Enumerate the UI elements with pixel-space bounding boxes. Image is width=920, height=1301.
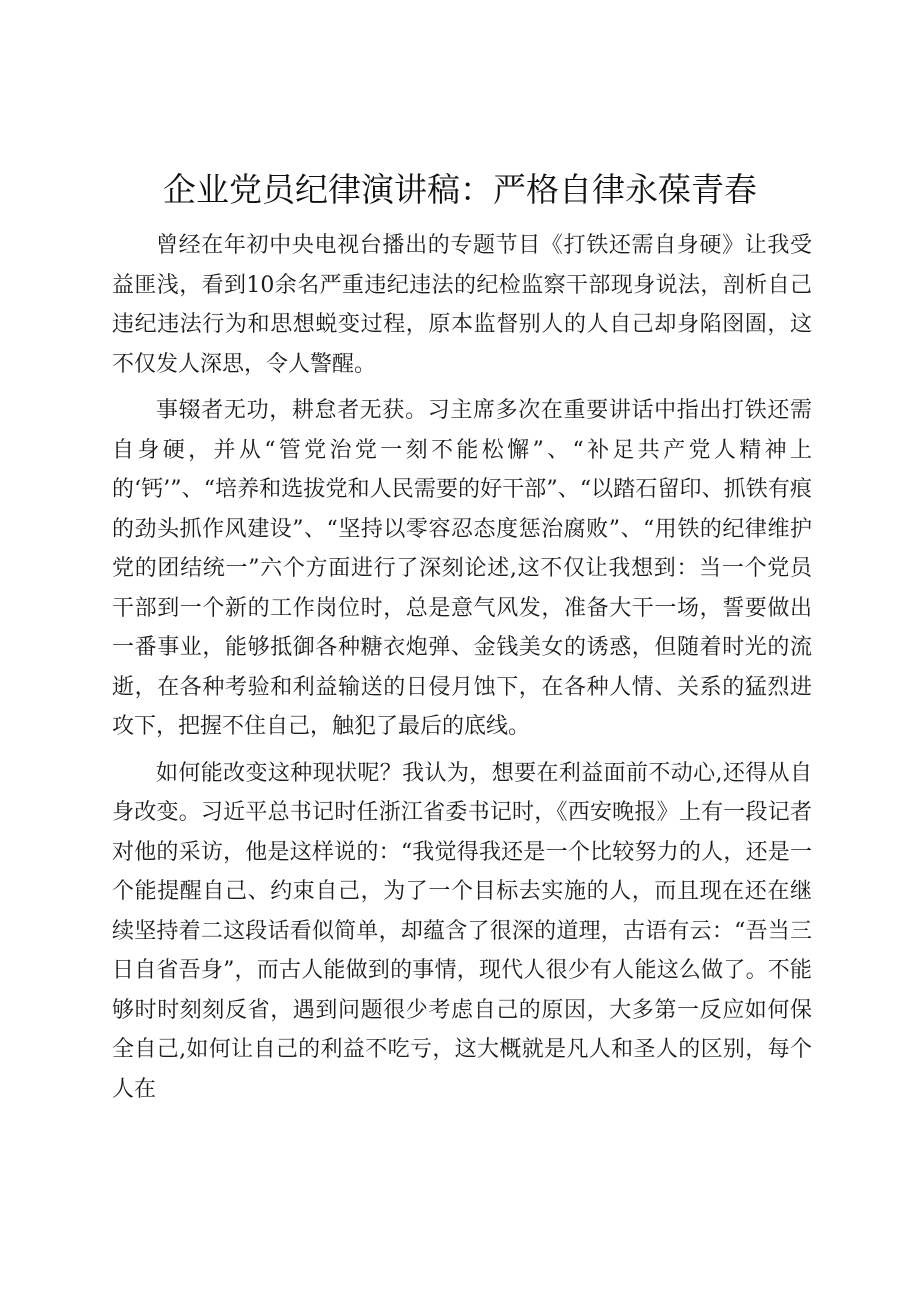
document-title: 企业党员纪律演讲稿：严格自律永葆青春 bbox=[163, 170, 757, 209]
document-body bbox=[112, 226, 812, 1116]
paragraph-1: 曾经在年初中央电视台播出的专题节目《打铁还需自身硬》让我受益匪浅，看到10余名严重违纪违法的纪检监察干部现身说法，剖析自己违纪违法行为和思想蜕变过程，原本监督别人的人自己却身陷囹圄，这不仅发人深思，令人警醒。 bbox=[112, 233, 812, 377]
paragraph-2: 事辍者无功，耕怠者无获。习主席多次在重要讲话中指出打铁还需自身硬，并从“管党治党一刻不能松懈”、“补足共产党人精神上的‘钙’”、“培养和选拔党和人民需要的好干部”、“以踏石留印、抓铁有痕的劲头抓作风建设”、“坚持以零容忍态度惩治腐败”、“用铁的纪律维护党的团结统一”六个方面进行了深刻论述,这不仅让我想到：当一个党员干部到一个新的工作岗位时，总是意气风发，准备大干一场，誓要做出一番事业，能够抵御各种糖衣炮弹、金钱美女的诱惑，但随着时光的流逝，在各种考验和利益输送的日侵月蚀下，在各种人情、关系的猛烈进攻下，把握不住自己，触犯了最后的底线。 bbox=[112, 398, 812, 739]
paragraph-3: 如何能改变这种现状呢？我认为，想要在利益面前不动心,还得从自身改变。习近平总书记时任浙江省委书记时，《西安晚报》上有一段记者对他的采访，他是这样说的：“我觉得我还是一个比较努力的人，还是一个能提醒自己、约束自己，为了一个目标去实施的人，而且现在还在继续坚持着二这段话看似简单，却蕴含了很深的道理，古语有云：“吾当三日自省吾身”，而古人能做到的事情，现代人很少有人能这么做了。不能够时时刻刻反省，遇到问题很少考虑自己的原因，大多第一反应如何保全自己,如何让自己的利益不吃亏，这大概就是凡人和圣人的区别，每个人在 bbox=[112, 760, 812, 1102]
